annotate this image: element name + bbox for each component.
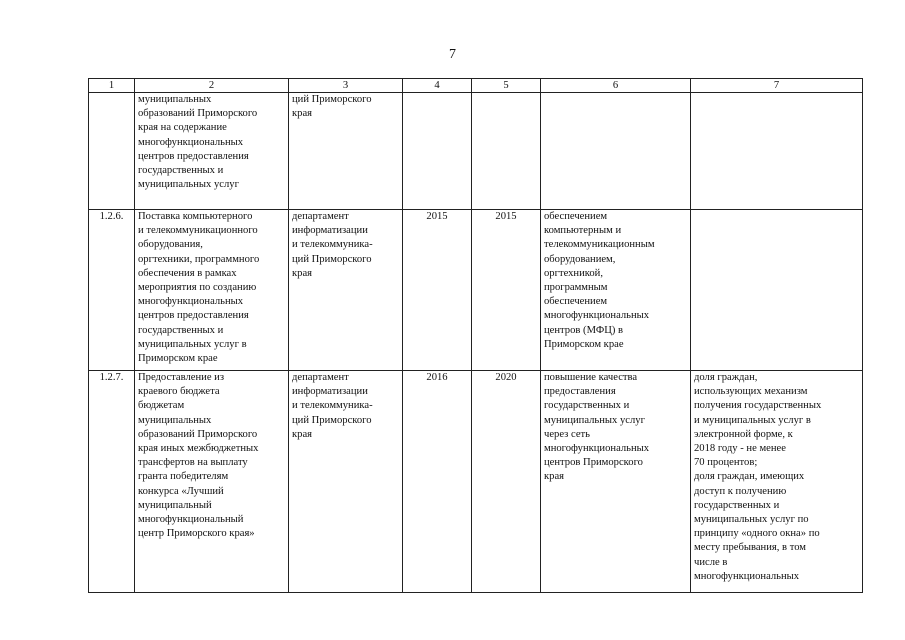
header-col-5: 5 — [472, 79, 541, 93]
row-number: 1.2.7. — [89, 371, 135, 593]
table-row — [89, 210, 863, 371]
activity-cell: Предоставление из краевого бюджета бюджетам муниципальных образований Приморского края иных межбюджетных трансфертов на выплату гранта победителям конкурса «Лучший муниципальный многофункциональный центр Приморского края» — [135, 371, 289, 593]
header-col-6: 6 — [541, 79, 691, 93]
page-number: 7 — [449, 47, 456, 62]
header-col-2: 2 — [135, 79, 289, 93]
indicator-cell — [691, 93, 863, 210]
start-year-cell: 2015 — [403, 210, 472, 371]
end-year-cell — [472, 93, 541, 210]
program-activities-table — [88, 78, 863, 593]
header-col-1: 1 — [89, 79, 135, 93]
end-year-cell: 2015 — [472, 210, 541, 371]
table-header-row — [89, 79, 863, 93]
indicator-cell — [691, 210, 863, 371]
end-year-cell: 2020 — [472, 371, 541, 593]
header-col-7: 7 — [691, 79, 863, 93]
table-row — [89, 93, 863, 210]
executor-cell: департамент информатизации и телекоммуника- ций Приморского края — [289, 210, 403, 371]
result-cell: обеспечением компьютерным и телекоммуникационным оборудованием, оргтехникой, программным обеспечением многофункциональных центров (МФЦ) в Приморском крае — [541, 210, 691, 371]
result-cell: повышение качества предоставления государственных и муниципальных услуг через сеть многофункциональных центров Приморского края — [541, 371, 691, 593]
activity-cell: муниципальных образований Приморского края на содержание многофункциональных центров предоставления государственных и муниципальных услуг — [135, 93, 289, 210]
start-year-cell — [403, 93, 472, 210]
row-number: 1.2.6. — [89, 210, 135, 371]
row-number — [89, 93, 135, 210]
activity-cell: Поставка компьютерного и телекоммуникационного оборудования, оргтехники, программного обеспечения в рамках мероприятия по созданию многофункциональных центров предоставления государственных и муниципальных услуг в Приморском крае — [135, 210, 289, 371]
executor-cell: департамент информатизации и телекоммуника- ций Приморского края — [289, 371, 403, 593]
table-row — [89, 371, 863, 593]
header-col-4: 4 — [403, 79, 472, 93]
start-year-cell: 2016 — [403, 371, 472, 593]
indicator-cell: доля граждан, использующих механизм получения государственных и муниципальных услуг в электронной форме, к 2018 году - не менее 70 процентов; доля граждан, имеющих доступ к получению государственных и муниципальных услуг по принципу «одного окна» по месту пребывания, в том числе в многофункциональных — [691, 371, 863, 593]
header-col-3: 3 — [289, 79, 403, 93]
result-cell — [541, 93, 691, 210]
executor-cell: ций Приморского края — [289, 93, 403, 210]
